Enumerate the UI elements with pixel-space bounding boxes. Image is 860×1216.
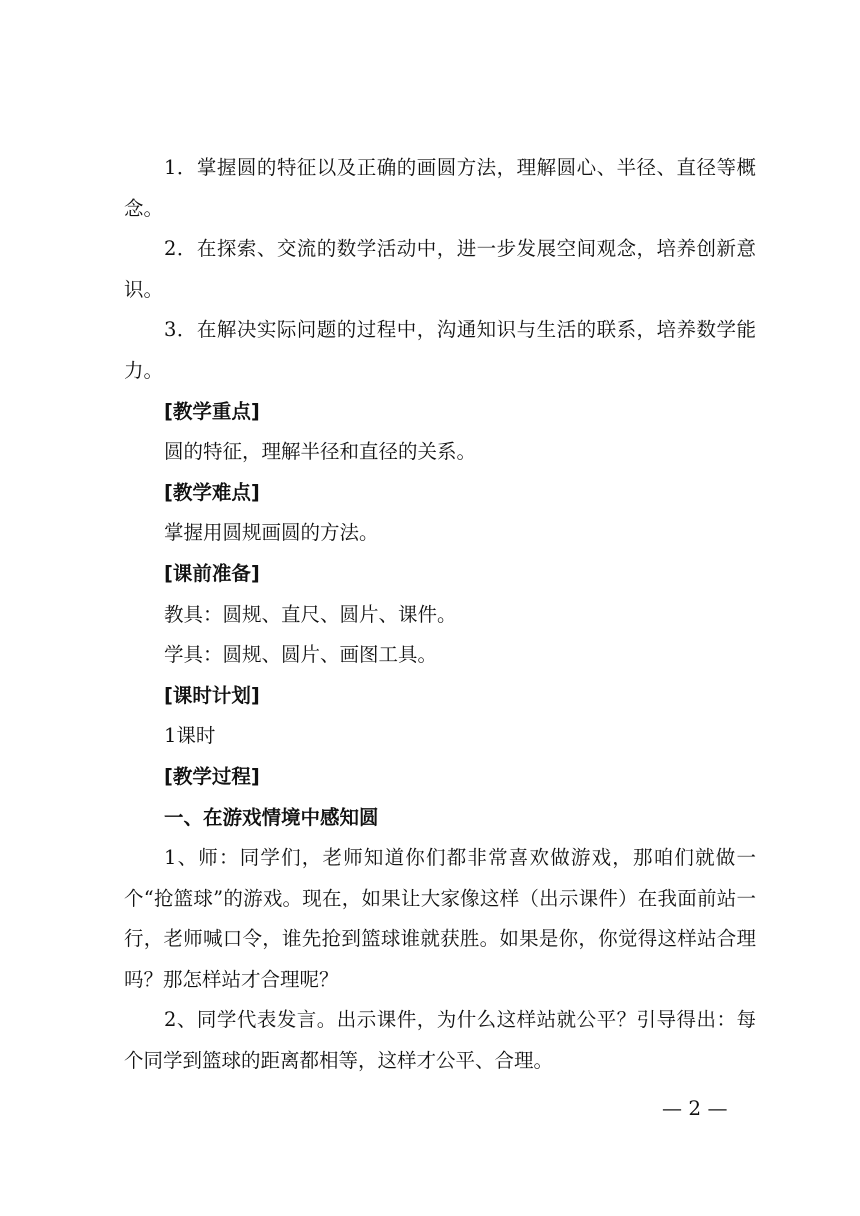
schedule-text: 1课时	[164, 724, 216, 748]
heading-process: [教学过程]	[164, 764, 260, 788]
objective-3: 3．在解决实际问题的过程中，沟通知识与生活的联系，培养数学能力。	[124, 318, 756, 382]
difficulties-text: 掌握用圆规画圆的方法。	[164, 521, 379, 545]
heading-schedule: [课时计划]	[164, 683, 260, 707]
page-number: — 2 —	[662, 1096, 728, 1120]
objective-2: 2．在探索、交流的数学活动中，进一步发展空间观念，培养创新意识。	[124, 237, 756, 301]
heading-key-points: [教学重点]	[164, 399, 260, 423]
document-body	[124, 148, 756, 1082]
objective-1: 1．掌握圆的特征以及正确的画圆方法，理解圆心、半径、直径等概念。	[124, 156, 756, 220]
heading-difficulties: [教学难点]	[164, 480, 260, 504]
process-step-2: 2、同学代表发言。出示课件，为什么这样站就公平？引导得出：每个同学到篮球的距离都相等，这样才公平、合理。	[124, 1008, 756, 1073]
teacher-tools: 教具：圆规、直尺、圆片、课件。	[164, 602, 457, 626]
process-step-1: 1、师：同学们，老师知道你们都非常喜欢做游戏，那咱们就做一个“抢篮球”的游戏。现在，如果让大家像这样（出示课件）在我面前站一行，老师喊口令，谁先抢到篮球谁就获胜。如果是你，你觉得这样站合理吗？那怎样站才合理呢？	[124, 846, 756, 991]
student-tools: 学具：圆规、圆片、画图工具。	[164, 643, 438, 667]
section-1-heading: 一、在游戏情境中感知圆	[164, 805, 379, 829]
key-points-text: 圆的特征，理解半径和直径的关系。	[164, 440, 477, 464]
heading-preparation: [课前准备]	[164, 561, 260, 585]
